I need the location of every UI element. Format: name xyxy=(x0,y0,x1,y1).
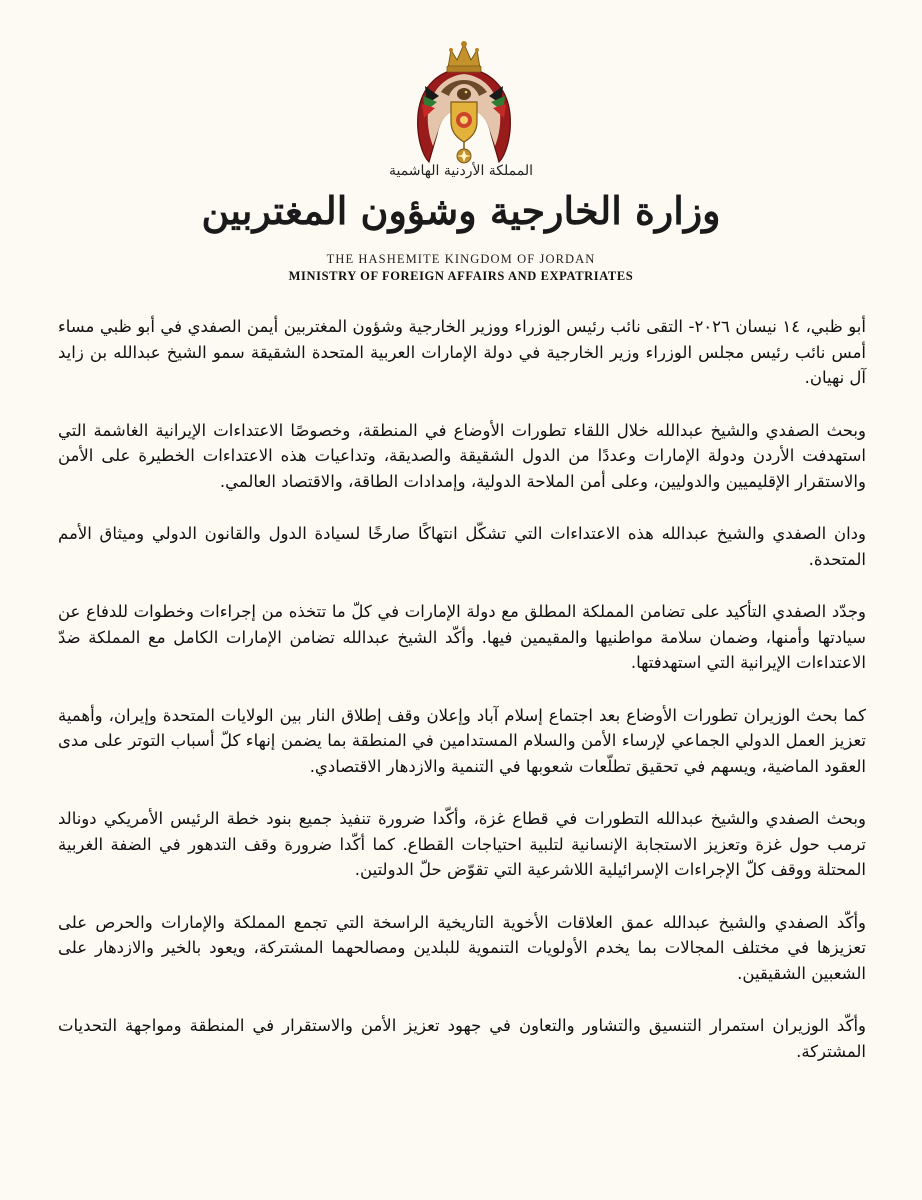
paragraph: وأكّد الصفدي والشيخ عبدالله عمق العلاقات الأخوية التاريخية الراسخة التي تجمع المملكة والإمارات والحرص على تعزيزها في مختلف المجالات بما يخدم الأولويات التنموية للبلدين ومصالحهما المشتركة، ويعود بالخير والازدهار على الشعبين الشقيقين. xyxy=(58,912,866,983)
press-release-body xyxy=(58,314,866,1091)
ministry-name-arabic: وزارة الخارجية وشؤون المغتربين xyxy=(201,188,721,233)
kingdom-name-english: THE HASHEMITE KINGDOM OF JORDAN xyxy=(326,252,596,266)
letterhead xyxy=(0,0,922,300)
paragraph: وبحث الصفدي والشيخ عبدالله التطورات في قطاع غزة، وأكّدا ضرورة تنفيذ جميع بنود خطة الرئيس الأمريكي دونالد ترمب حول غزة وتعزيز الاستجابة الإنسانية لتلبية احتياجات القطاع. كما أكّدا ضرورة وقف التدهور في الضفة الغربية المحتلة ووقف كلّ الإجراءات الإسرائيلية اللاشرعية التي تقوّض حلّ الدولتين. xyxy=(58,809,866,879)
kingdom-name-arabic: المملكة الأردنية الهاشمية xyxy=(388,163,534,179)
paragraph: كما بحث الوزيران تطورات الأوضاع بعد اجتماع إسلام آباد وإعلان وقف إطلاق النار بين الولايات المتحدة وإيران، وأهمية تعزيز العمل الدولي الجماعي لإرساء الأمن والسلام المستدامين في المنطقة بما يضمن إنهاء كلّ أسباب التوتر على مدى العقود الماضية، ويسهم في تحقيق تطلّعات شعوبها في التنمية والازدهار الاقتصادي. xyxy=(58,705,866,776)
ministry-name-english: MINISTRY OF FOREIGN AFFAIRS AND EXPATRIATES xyxy=(288,269,634,283)
paragraph: وجدّد الصفدي التأكيد على تضامن المملكة المطلق مع دولة الإمارات في كلّ ما تتخذه من إجراءات وخطوات للدفاع عن سيادتها وأمنها، وضمان سلامة مواطنيها والمقيمين فيها. وأكّد الشيخ عبدالله تضامن الإمارات الكامل مع المملكة ضدّ الاعتداءات الإيرانية التي استهدفتها. xyxy=(58,602,866,672)
paragraph: ودان الصفدي والشيخ عبدالله هذه الاعتداءات التي تشكّل انتهاكًا صارخًا لسيادة الدول والقانون الدولي وميثاق الأمم المتحدة. xyxy=(58,524,866,569)
jordan-royal-coat-of-arms-icon xyxy=(405,38,523,166)
paragraph: وبحث الصفدي والشيخ عبدالله خلال اللقاء تطورات الأوضاع في المنطقة، وخصوصًا الاعتداءات الإيرانية الغاشمة التي استهدفت الأردن ودولة الإمارات وعددًا من الدول الشقيقة والصديقة، وتداعيات هذه الاعتداءات الخطيرة على الأمن والاستقرار الإقليميين والدوليين، وعلى أمن الملاحة الدولية، وإمدادات الطاقة، والاقتصاد العالمي. xyxy=(58,420,866,491)
paragraph: وأكّد الوزيران استمرار التنسيق والتشاور والتعاون في جهود تعزيز الأمن والاستقرار في المنطقة ومواجهة التحديات المشتركة. xyxy=(58,1016,866,1061)
paragraph: أبو ظبي، ١٤ نيسان ٢٠٢٦- التقى نائب رئيس الوزراء ووزير الخارجية وشؤون المغتربين أيمن الصفدي في أبو ظبي مساء أمس نائب رئيس مجلس الوزراء وزير الخارجية في دولة الإمارات العربية المتحدة الشقيقة سمو الشيخ عبدالله بن زايد آل نهيان. xyxy=(58,317,866,387)
